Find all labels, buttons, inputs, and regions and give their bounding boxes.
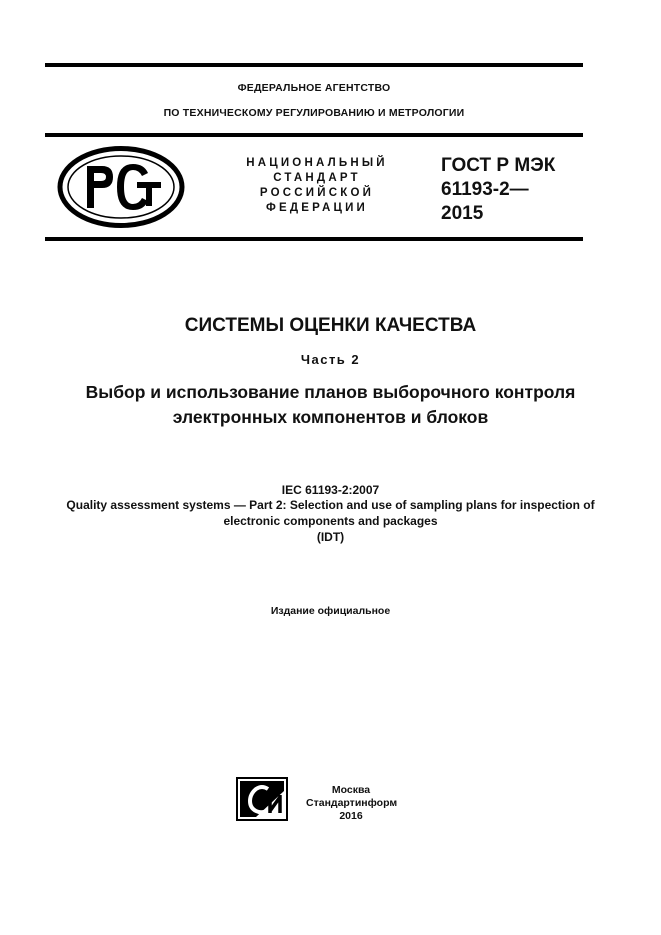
publisher-imprint bbox=[306, 784, 396, 823]
iec-title-text: Quality assessment systems — Part 2: Selection and use of sampling plans for inspection of electronic components and packages bbox=[66, 498, 595, 528]
designation-line: 61193-2— bbox=[441, 179, 529, 200]
national-standard-label bbox=[236, 156, 398, 216]
bottom-rule bbox=[45, 237, 583, 241]
agency-name-line1: ФЕДЕРАЛЬНОЕ АГЕНТСТВО bbox=[237, 82, 391, 94]
standard-designation bbox=[441, 154, 555, 226]
document-title: СИСТЕМЫ ОЦЕНКИ КАЧЕСТВА bbox=[184, 315, 477, 336]
national-standard-line: ФЕДЕРАЦИИ bbox=[265, 202, 369, 214]
publisher-name: Стандартинформ bbox=[306, 797, 398, 809]
edition-label: Издание официальное bbox=[270, 605, 391, 617]
document-subtitle: Выбор и использование планов выборочного контроля электронных компонентов и блоков bbox=[85, 382, 576, 427]
document-part: Часть 2 bbox=[300, 352, 361, 367]
agency-name-line2: ПО ТЕХНИЧЕСКОМУ РЕГУЛИРОВАНИЮ И МЕТРОЛОГИИ bbox=[163, 107, 465, 119]
designation-line: ГОСТ Р МЭК bbox=[441, 155, 556, 176]
publication-year: 2016 bbox=[339, 810, 363, 822]
publisher-city: Москва bbox=[331, 784, 371, 796]
national-standard-line: СТАНДАРТ bbox=[273, 172, 361, 184]
national-standard-line: РОССИЙСКОЙ bbox=[259, 187, 375, 199]
iec-code: IEC 61193-2:2007 bbox=[281, 483, 380, 497]
rst-standard-logo-icon bbox=[57, 146, 185, 228]
middle-rule bbox=[45, 133, 583, 137]
designation-line: 2015 bbox=[441, 203, 484, 224]
national-standard-line: НАЦИОНАЛЬНЫЙ bbox=[246, 157, 388, 169]
standartinform-logo-icon bbox=[236, 777, 288, 821]
iec-title bbox=[60, 497, 601, 545]
top-rule bbox=[45, 63, 583, 67]
idt-label: (IDT) bbox=[316, 530, 345, 544]
